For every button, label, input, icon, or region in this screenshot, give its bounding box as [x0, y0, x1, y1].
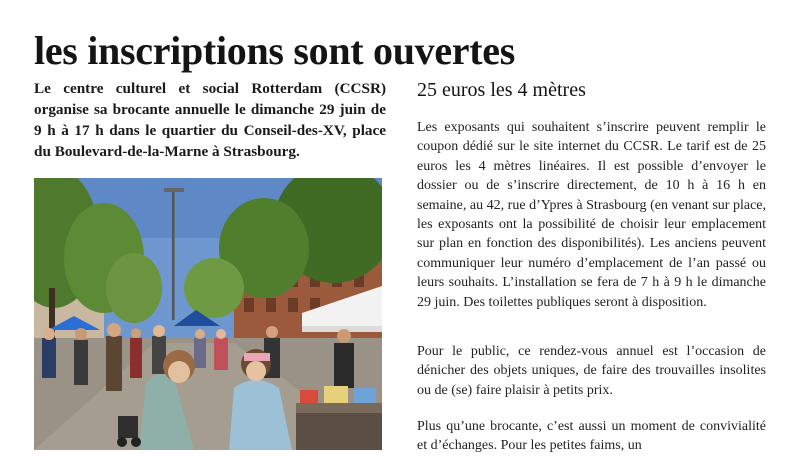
paragraph-2: Pour le public, ce rendez-vous annuel est l’occasion de dénicher des objets uniques, de faire des trouvailles insolites ou de (se) faire plaisir à petits prix.	[417, 344, 766, 398]
paragraph-1: Les exposants qui souhaitent s’inscrire peuvent remplir le coupon dédié sur le site internet du CCSR. Le tarif est de 25 euros les 4 mètres linéaires. Il est possible d’envoyer le dossier ou de s’inscrire directement, de 10 h à 16 h en semaine, au 42, rue d’Ypres à Strasbourg (en venant sur place, les exposants ont la possibilité de choisir leur emplacement sur plan en fonction des disponibilités). Les anciens peuvent communiquer leur numéro d’emplacement de l’an passé ou leurs souhaits. L’installation se fera de 7 h à 9 h le dimanche 29 juin. Des toilettes publiques seront à disposition.	[417, 120, 766, 310]
section-subheading: 25 euros les 4 mètres	[417, 79, 586, 101]
paragraph-3: Plus qu’une brocante, c’est aussi un moment de convivialité et d’échanges. Pour les petites faims, un	[417, 419, 766, 454]
article-lead: Le centre culturel et social Rotterdam (CCSR) organise sa brocante annuelle le dimanche 29 juin de 9 h à 17 h dans le quartier du Conseil-des-XV, place du Boulevard-de-la-Marne à Strasbourg.	[34, 80, 386, 160]
headline-line-2: les inscriptions sont ouvertes	[34, 28, 516, 73]
article-photo	[34, 178, 382, 450]
flea-market-photo	[34, 178, 382, 450]
article-headline	[34, 0, 774, 74]
